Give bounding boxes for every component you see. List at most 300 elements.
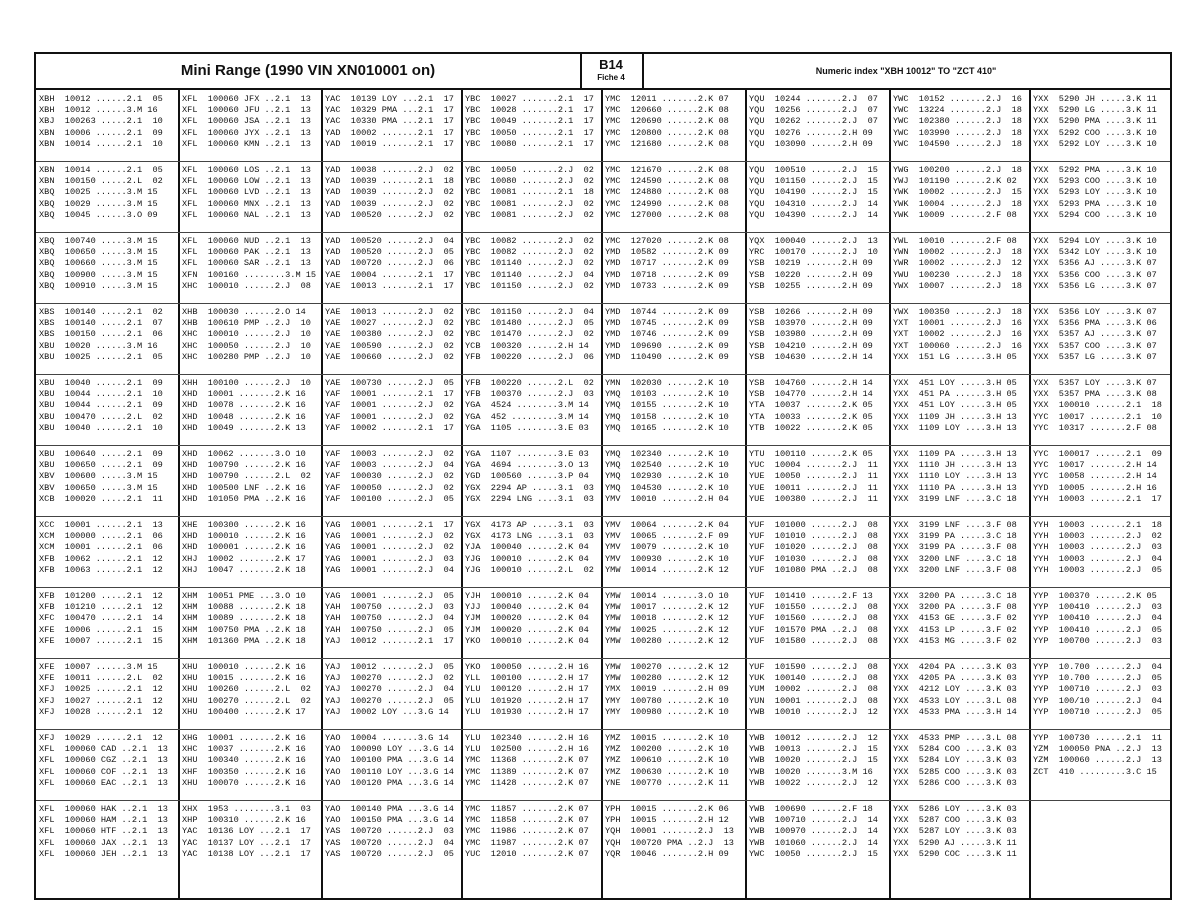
index-entry: YWU 100230 ......2.J 18 — [893, 269, 1022, 280]
index-entry: YWC 13224 .......2.J 18 — [893, 105, 1022, 116]
index-entry-group — [325, 165, 459, 221]
index-entry: YUF 101580 ......2.J 08 — [749, 635, 878, 646]
index-entry: YUF 101560 ......2.J 08 — [749, 613, 878, 624]
index-entry: YWB 10020 .......2.J 15 — [749, 755, 878, 766]
index-entry: YMQ 104530 ......2.K 10 — [605, 482, 729, 493]
index-entry-group — [605, 591, 743, 647]
index-entry: XFB 10062 ......2.1 12 — [39, 553, 163, 564]
index-entry: YMC 124590 ......2.K 08 — [605, 176, 729, 187]
index-entry: YMQ 10158 .......2.K 10 — [605, 411, 729, 422]
index-entry-group — [325, 733, 459, 789]
index-entry: YMD 10582 .......2.K 09 — [605, 247, 729, 258]
index-entry-group — [39, 520, 176, 576]
index-entry: XFL 100060 HAK ..2.1 13 — [39, 804, 168, 814]
index-entry: YXX 3200 PA .....3.F 08 — [893, 602, 1017, 613]
group-divider — [36, 374, 1170, 375]
index-entry: YAD 100720 ......2.J 06 — [325, 258, 454, 269]
index-entry: YXX 3199 LNF ....3.F 08 — [893, 520, 1017, 530]
group-divider — [36, 303, 1170, 304]
index-entry: XHD 10048 .......2.K 16 — [182, 411, 306, 422]
index-entry: YXX 5294 COO ....3.K 10 — [1033, 209, 1157, 220]
index-entry-group — [893, 449, 1027, 505]
index-entry: YAE 10027 .......2.J 02 — [325, 318, 454, 329]
index-entry: XFJ 10029 ......2.1 12 — [39, 733, 163, 743]
index-entry: XHF 100350 ......2.K 16 — [182, 766, 306, 777]
index-entry: YWC 10152 .......2.J 16 — [893, 94, 1022, 104]
index-entry: YYC 10017 .......2.1 10 — [1033, 411, 1162, 422]
group-divider — [36, 161, 1170, 162]
index-entry: YMV 100930 ......2.K 10 — [605, 553, 729, 564]
index-entry-group — [749, 378, 887, 434]
index-entry: YAF 10003 .......2.J 02 — [325, 449, 454, 459]
index-entry: YJG 100010 ......2.L 02 — [465, 564, 594, 575]
index-entry: YYP 100/10 ......2.J 04 — [1033, 695, 1162, 706]
index-entry: YUF 101410 ......2.F 13 — [749, 591, 873, 601]
index-entry: ZCT 410 .........3.C 15 — [1033, 766, 1157, 777]
index-entry: YLU 102500 ......2.H 16 — [465, 744, 589, 755]
index-entry-group — [749, 307, 887, 363]
index-entry: YXT 10001 .......2.J 16 — [893, 318, 1022, 329]
index-entry: YAG 10001 .......2.J 02 — [325, 542, 454, 553]
index-entry: XHU 100400 ......2.K 17 — [182, 706, 306, 717]
index-entry-group — [325, 520, 459, 576]
index-entry: XBH 10012 ......3.M 16 — [39, 105, 158, 116]
index-entry: XBU 100650 .....2.1 09 — [39, 460, 163, 471]
index-entry-group — [749, 591, 887, 647]
index-entry: YYP 100700 ......2.J 03 — [1033, 635, 1162, 646]
index-entry: XHM 101360 PMA ..2.K 18 — [182, 635, 306, 646]
index-sheet — [34, 52, 1172, 900]
index-entry: XFL 100060 LOW ..2.1 13 — [182, 176, 311, 187]
group-divider — [36, 232, 1170, 233]
index-entry: YYH 10003 .......2.J 03 — [1033, 542, 1162, 553]
index-entry: YSB 104630 ......2.H 14 — [749, 351, 873, 362]
index-entry-group — [1033, 307, 1167, 363]
index-entry: YLL 100100 ......2.H 17 — [465, 673, 589, 684]
index-entry: YWC 104590 ......2.J 18 — [893, 138, 1022, 149]
index-entry: XBH 10012 ......2.1 05 — [39, 94, 163, 104]
index-entry: XFL 100060 SAR ..2.1 13 — [182, 258, 311, 269]
index-entry: XBQ 100900 .....3.M 15 — [39, 269, 158, 280]
index-entry: XFB 10063 ......2.1 12 — [39, 564, 163, 575]
index-entry: YMW 100270 ......2.K 12 — [605, 662, 729, 672]
index-entry: YBC 10081 .......2.J 02 — [465, 198, 594, 209]
index-entry: YAF 100100 ......2.J 05 — [325, 493, 454, 504]
index-entry: YUN 10001 .......2.J 08 — [749, 695, 878, 706]
index-entry: YSB 10266 .......2.H 09 — [749, 307, 873, 317]
index-entry-group — [182, 307, 319, 363]
index-entry: XBU 10020 ......3.M 16 — [39, 340, 158, 351]
index-entry: YAD 10038 .......2.J 02 — [325, 165, 454, 175]
index-entry: YAG 10001 .......2.J 02 — [325, 531, 454, 542]
index-entry: YXX 5357 AJ .....3.K 07 — [1033, 329, 1157, 340]
index-entry-group — [605, 165, 743, 221]
index-entry: YBC 10080 .......2.1 17 — [465, 138, 594, 149]
index-entry: YAF 10001 .......2.1 17 — [325, 389, 454, 400]
index-entry: YQU 101150 ......2.J 15 — [749, 176, 878, 187]
index-entry: YBC 10049 .......2.1 17 — [465, 116, 594, 127]
index-entry-group — [893, 378, 1027, 434]
index-entry-group — [749, 449, 887, 505]
index-entry: XHX 1953 ........3.1 03 — [182, 804, 311, 814]
index-entry: YMW 100280 ......2.K 12 — [605, 673, 729, 684]
index-entry-group — [39, 804, 176, 860]
index-entry: YBC 10082 .......2.J 02 — [465, 247, 594, 258]
index-entry: YGA 4524 ........3.M 14 — [465, 400, 589, 411]
index-entry: YYC 10058 .......2.H 14 — [1033, 471, 1157, 482]
group-divider — [36, 729, 1170, 730]
index-entry: YZM 100050 PNA ..2.J 13 — [1033, 744, 1162, 755]
index-entry: YXX 4533 PMA ....3.H 14 — [893, 706, 1017, 717]
index-entry: YBC 10050 .......2.1 17 — [465, 127, 594, 138]
index-entry-group — [749, 165, 887, 221]
index-entry: YXX 5290 JH .....3.K 11 — [1033, 94, 1157, 104]
index-entry: YYH 10003 .......2.J 05 — [1033, 564, 1162, 575]
index-entry: XFL 100060 JFU ..2.1 13 — [182, 105, 311, 116]
index-entry: YAF 10001 .......2.J 02 — [325, 400, 454, 411]
index-entry: YUM 10002 .......2.J 08 — [749, 684, 878, 695]
index-entry: XCB 100020 .....2.1 11 — [39, 493, 163, 504]
index-entry-group — [182, 591, 319, 647]
index-entry: YXX 5356 LG .....3.K 07 — [1033, 280, 1157, 291]
index-entry: YMZ 100610 ......2.K 10 — [605, 755, 729, 766]
index-entry: YXX 451 LOY .....3.H 05 — [893, 400, 1017, 411]
index-entry: YAO 100100 PMA ...3.G 14 — [325, 755, 454, 766]
index-entry: YXX 5356 COO ....3.K 07 — [1033, 269, 1157, 280]
index-entry: YJH 100010 ......2.K 04 — [465, 591, 589, 601]
index-entry: YMC 124880 ......2.K 08 — [605, 187, 729, 198]
index-entry: YGX 2294 AP .....3.1 03 — [465, 482, 594, 493]
index-entry-group — [749, 520, 887, 576]
index-entry: XHD 100500 LNF ..2.K 16 — [182, 482, 306, 493]
index-entry: YAE 10013 .......2.J 02 — [325, 307, 454, 317]
index-entry: YAG 10001 .......2.J 05 — [325, 591, 454, 601]
index-entry: YMC 12011 .......2.K 07 — [605, 94, 729, 104]
index-entry: XBQ 100660 .....3.M 15 — [39, 258, 158, 269]
index-entry: YXX 1109 JH .....3.H 13 — [893, 411, 1017, 422]
index-entry: YWB 100690 ......2.F 18 — [749, 804, 873, 814]
index-entry: YUF 101590 ......2.J 08 — [749, 662, 878, 672]
index-entry: XFL 100060 JFX ..2.1 13 — [182, 94, 311, 104]
index-entry: YXX 5285 COO ....3.K 03 — [893, 766, 1017, 777]
index-entry-group — [39, 94, 176, 150]
index-entry-group — [749, 733, 887, 789]
index-entry: YAE 100660 ......2.J 02 — [325, 351, 454, 362]
index-entry: YJJ 100040 ......2.K 04 — [465, 602, 589, 613]
index-entry: YAS 100720 ......2.J 03 — [325, 826, 454, 837]
index-entry: YAJ 100270 ......2.J 02 — [325, 673, 454, 684]
index-entry: YUF 101570 PMA ..2.J 08 — [749, 624, 878, 635]
index-entry: YUE 100380 ......2.J 11 — [749, 493, 878, 504]
index-entry: XHP 100310 ......2.K 16 — [182, 815, 306, 826]
index-entry: XHU 100010 ......2.K 16 — [182, 662, 306, 672]
index-entry: YXX 5357 LG .....3.K 07 — [1033, 351, 1157, 362]
index-entry: XCC 10001 ......2.1 13 — [39, 520, 163, 530]
index-entry: YWK 10004 .......2.J 18 — [893, 198, 1022, 209]
index-entry: YXX 5290 LG .....3.K 11 — [1033, 105, 1157, 116]
index-entry: XFL 100060 EAC ..2.1 13 — [39, 777, 168, 788]
index-entry: YAO 10004 .......3.G 14 — [325, 733, 449, 743]
index-entry: YGA 4694 ........3.O 13 — [465, 460, 589, 471]
index-entry: YMC 11368 .......2.K 07 — [465, 755, 589, 766]
index-entry: XHE 100300 ......2.K 16 — [182, 520, 306, 530]
index-entry: YXX 5356 LOY ....3.K 07 — [1033, 307, 1157, 317]
index-entry: YWR 10002 .......2.J 12 — [893, 258, 1022, 269]
index-entry: YMD 10718 .......2.K 09 — [605, 269, 729, 280]
index-entry: XHJ 10047 .......2.K 18 — [182, 564, 306, 575]
index-entry-group — [465, 733, 599, 789]
index-entry-group — [749, 94, 887, 150]
index-entry: YQU 10276 .......2.H 09 — [749, 127, 873, 138]
index-entry: YMC 11428 .......2.K 07 — [465, 777, 589, 788]
index-entry: YWX 10007 .......2.J 18 — [893, 280, 1022, 291]
index-entry: YAD 10019 .......2.1 17 — [325, 138, 454, 149]
column-divider — [178, 90, 180, 898]
index-entry-group — [605, 804, 743, 860]
index-entry: YMC 11857 .......2.K 07 — [465, 804, 589, 814]
index-entry: YMC 120660 ......2.K 08 — [605, 105, 729, 116]
index-entry: YAC 10138 LOY ...2.1 17 — [182, 848, 311, 859]
index-entry: YXX 5357 COO ....3.K 07 — [1033, 340, 1157, 351]
index-entry-group — [1033, 236, 1167, 292]
index-entry-group — [465, 804, 599, 860]
index-entry: YXX 5292 LOY ....3.K 10 — [1033, 138, 1157, 149]
index-entry: XBN 10014 ......2.1 05 — [39, 165, 163, 175]
index-entry: XFL 100060 LVD ..2.1 13 — [182, 187, 311, 198]
index-entry-group — [465, 591, 599, 647]
index-entry: YAH 100750 ......2.J 04 — [325, 613, 454, 624]
index-entry: XHD 100790 ......2.K 16 — [182, 460, 306, 471]
page-code: B14 — [599, 57, 623, 72]
index-entry: YWB 10010 .......2.J 12 — [749, 706, 878, 717]
index-entry: YBC 10082 .......2.J 02 — [465, 236, 594, 246]
index-entry: YMC 127000 ......2.K 08 — [605, 209, 729, 220]
index-entry: XBS 100150 .....2.1 06 — [39, 329, 163, 340]
index-entry: YXX 4153 GE .....3.F 02 — [893, 613, 1017, 624]
index-entry: YAE 100730 ......2.J 05 — [325, 378, 454, 388]
index-entry: YTB 10022 .......2.K 05 — [749, 422, 873, 433]
index-entry: YAS 100720 ......2.J 05 — [325, 848, 454, 859]
index-entry: YYP 100710 ......2.J 05 — [1033, 706, 1162, 717]
index-entry: YMC 11389 .......2.K 07 — [465, 766, 589, 777]
index-entry: YAE 100590 ......2.J 02 — [325, 340, 454, 351]
index-entry: YXX 4205 PA .....3.K 03 — [893, 673, 1017, 684]
index-entry: XBU 100470 .....2.L 02 — [39, 411, 163, 422]
index-entry: YMD 10717 .......2.K 09 — [605, 258, 729, 269]
index-entry-group — [465, 378, 599, 434]
index-entry: YPH 10015 .......2.H 12 — [605, 815, 729, 826]
index-entry: YUF 101020 ......2.J 08 — [749, 542, 878, 553]
index-entry: YBC 101150 ......2.J 02 — [465, 280, 594, 291]
page-title: Mini Range (1990 VIN XN010001 on) — [36, 54, 582, 88]
index-entry: XHH 100100 ......2.J 10 — [182, 378, 311, 388]
index-entry: YXX 100010 ......2.1 18 — [1033, 400, 1162, 411]
index-entry: YQU 10244 .......2.J 07 — [749, 94, 878, 104]
index-entry: YAH 100750 ......2.J 05 — [325, 624, 454, 635]
index-entry: YGA 452 .........3.M 14 — [465, 411, 589, 422]
index-entry: XHU 10015 .......2.K 16 — [182, 673, 306, 684]
index-entry: XBU 10044 ......2.1 10 — [39, 389, 163, 400]
index-entry: YXX 5287 LOY ....3.K 03 — [893, 826, 1017, 837]
index-entry: YXX 5290 AJ .....3.K 11 — [893, 837, 1017, 848]
column-divider — [745, 90, 747, 898]
index-entry: XBN 10006 ......2.1 09 — [39, 127, 163, 138]
index-entry-group — [605, 662, 743, 718]
index-entry: XHU 100270 ......2.L 02 — [182, 695, 311, 706]
index-entry: XFL 100060 CAD ..2.1 13 — [39, 744, 168, 755]
index-entry: YMZ 10015 .......2.K 10 — [605, 733, 729, 743]
index-entry-group — [1033, 449, 1167, 505]
index-entry: XFE 10006 ......2.1 15 — [39, 624, 163, 635]
index-entry: YYP 100410 ......2.J 05 — [1033, 624, 1162, 635]
index-entry: XFL 100060 CGZ ..2.1 13 — [39, 755, 168, 766]
index-entry-group — [893, 165, 1027, 221]
index-entry: YWB 10012 .......2.J 12 — [749, 733, 878, 743]
index-entry-group — [182, 165, 319, 221]
fiche-number: Fiche 4 — [597, 73, 625, 82]
index-entry: XCM 10001 ......2.1 06 — [39, 542, 163, 553]
index-entry: XFL 100060 MNX ..2.1 13 — [182, 198, 311, 209]
index-entry-group — [893, 591, 1027, 647]
index-entry: YMQ 10103 .......2.K 10 — [605, 389, 729, 400]
index-entry-group — [605, 520, 743, 576]
index-entry: XBJ 100263 .....2.1 10 — [39, 116, 163, 127]
index-entry: YBC 101480 ......2.J 05 — [465, 318, 594, 329]
index-entry: YAE 10004 .......2.1 17 — [325, 269, 454, 280]
index-entry: YWN 10002 .......2.J 18 — [893, 247, 1022, 258]
index-entry: YMC 121670 ......2.K 08 — [605, 165, 729, 175]
index-entry: YXX 5292 COO ....3.K 10 — [1033, 127, 1157, 138]
index-entry: YMW 10018 .......2.K 12 — [605, 613, 729, 624]
index-entry: XBS 100140 .....2.1 02 — [39, 307, 163, 317]
index-entry: YYH 10003 .......2.J 02 — [1033, 531, 1162, 542]
index-entry: YYP 100710 ......2.J 03 — [1033, 684, 1162, 695]
index-entry: XFL 100060 HTF ..2.1 13 — [39, 826, 168, 837]
index-entry-group — [1033, 520, 1167, 576]
index-entry: YFB 100220 ......2.J 06 — [465, 351, 594, 362]
index-entry: YWC 10050 .......2.J 15 — [749, 848, 878, 859]
index-entry: YAG 10001 .......2.J 04 — [325, 564, 454, 575]
index-entry-group — [465, 236, 599, 292]
index-entry: XHD 10062 .......3.O 10 — [182, 449, 306, 459]
index-entry-group — [182, 378, 319, 434]
index-entry: YUF 101010 ......2.J 08 — [749, 531, 878, 542]
index-entry: YBC 10081 .......2.1 18 — [465, 187, 594, 198]
index-entry: YYC 10017 .......2.H 14 — [1033, 460, 1157, 471]
index-entry: YAO 100140 PMA ...3.G 14 — [325, 804, 454, 814]
index-entry: XHC 100050 ......2.J 10 — [182, 340, 311, 351]
index-entry: YXX 4153 LP .....3.F 02 — [893, 624, 1017, 635]
index-entry: YSB 10255 .......2.H 09 — [749, 280, 873, 291]
index-entry: YMD 10746 .......2.K 09 — [605, 329, 729, 340]
index-entry: XFE 10007 ......3.M 15 — [39, 662, 158, 672]
index-entry: XHD 100010 ......2.K 16 — [182, 531, 306, 542]
index-entry: YAH 100750 ......2.J 03 — [325, 602, 454, 613]
index-entry: YSB 104770 ......2.H 14 — [749, 389, 873, 400]
index-entry-group — [893, 520, 1027, 576]
index-entry: XBN 100150 .....2.L 02 — [39, 176, 163, 187]
group-divider — [36, 516, 1170, 517]
index-entry: YWG 100200 ......2.J 18 — [893, 165, 1022, 175]
index-entry-group — [39, 378, 176, 434]
index-entry: YAE 10013 .......2.1 17 — [325, 280, 454, 291]
index-entry-group — [325, 662, 459, 718]
index-entry: YXX 5290 COC ....3.K 11 — [893, 848, 1017, 859]
index-entry: YQU 100510 ......2.J 15 — [749, 165, 878, 175]
index-entry: YYH 10003 .......2.1 17 — [1033, 493, 1162, 504]
index-entry: YMY 100780 ......2.K 10 — [605, 695, 729, 706]
index-entry: YWB 10020 .......3.M 16 — [749, 766, 873, 777]
index-entry: YQU 104190 ......2.J 15 — [749, 187, 878, 198]
index-entry: YXX 3200 PA .....3.C 18 — [893, 591, 1017, 601]
index-entry: XHC 100280 PMP ..2.J 10 — [182, 351, 311, 362]
index-entry: YQU 103090 ......2.H 09 — [749, 138, 873, 149]
index-entry: YBC 10081 .......2.J 02 — [465, 209, 594, 220]
index-entry: YXX 5294 LOY ....3.K 10 — [1033, 236, 1157, 246]
index-entry: XBQ 100650 .....3.M 15 — [39, 247, 158, 258]
index-entry: YXX 5356 PMA ....3.K 06 — [1033, 318, 1157, 329]
index-entry: YUF 101550 ......2.J 08 — [749, 602, 878, 613]
index-entry: XBQ 100910 .....3.M 15 — [39, 280, 158, 291]
index-entry-group — [465, 165, 599, 221]
index-entry: YXX 5293 PMA ....3.K 10 — [1033, 198, 1157, 209]
index-entry: YLU 102340 ......2.H 16 — [465, 733, 589, 743]
index-entry: YXX 3200 LNF ....3.F 08 — [893, 564, 1017, 575]
index-entry: YXX 5284 LOY ....3.K 03 — [893, 755, 1017, 766]
index-entry: YAJ 10012 .......2.1 17 — [325, 635, 454, 646]
index-entry: XFB 101210 .....2.1 12 — [39, 602, 163, 613]
index-entry-group — [465, 307, 599, 363]
index-entry: XFL 100060 HAM ..2.1 13 — [39, 815, 168, 826]
index-entry: YXX 3200 LNF ....3.C 18 — [893, 553, 1017, 564]
index-entry: YQH 100720 PMA ..2.J 13 — [605, 837, 734, 848]
index-entry: YMW 10014 .......3.O 10 — [605, 591, 729, 601]
index-entry: YAJ 10002 LOY ...3.G 14 — [325, 706, 449, 717]
index-entry-group — [325, 804, 459, 860]
index-entry: XHM 10088 .......2.K 18 — [182, 602, 306, 613]
index-entry-group — [182, 94, 319, 150]
index-entry: YXX 4533 LOY ....3.L 08 — [893, 695, 1017, 706]
index-entry-group — [325, 449, 459, 505]
column-divider — [1029, 90, 1031, 898]
index-entry: YKO 100050 ......2.H 16 — [465, 662, 589, 672]
index-entry-group — [182, 662, 319, 718]
index-entry: YXT 10002 .......2.J 16 — [893, 329, 1022, 340]
index-entry: YGA 1105 ........3.E 03 — [465, 422, 589, 433]
index-entry-group — [1033, 733, 1167, 778]
index-entry: YMD 10733 .......2.K 09 — [605, 280, 729, 291]
index-entry: YUF 101030 ......2.J 08 — [749, 553, 878, 564]
index-entry: YWC 103990 ......2.J 18 — [893, 127, 1022, 138]
index-entry: YTA 10037 .......2.K 05 — [749, 400, 873, 411]
index-entry: XFL 100060 LOS ..2.1 13 — [182, 165, 311, 175]
index-entry: XBV 100650 .....3.M 15 — [39, 482, 158, 493]
index-entry-group — [749, 662, 887, 718]
index-entry-group — [325, 591, 459, 647]
index-entry-group — [465, 520, 599, 576]
index-entry: YAD 10039 .......2.J 02 — [325, 198, 454, 209]
index-entry-group — [39, 662, 176, 718]
index-entry: YAJ 100270 ......2.J 04 — [325, 684, 454, 695]
index-entry: YMC 127020 ......2.K 08 — [605, 236, 729, 246]
index-entry: XBU 10025 ......2.1 05 — [39, 351, 163, 362]
index-entry: YUC 12010 .......2.K 07 — [465, 848, 589, 859]
index-entry: YAD 100520 ......2.J 05 — [325, 247, 454, 258]
index-entry: YMD 109690 ......2.K 09 — [605, 340, 729, 351]
index-entry: XCM 100000 .....2.1 06 — [39, 531, 163, 542]
index-entry-group — [1033, 591, 1167, 647]
index-entry: YXT 100060 ......2.J 16 — [893, 340, 1022, 351]
